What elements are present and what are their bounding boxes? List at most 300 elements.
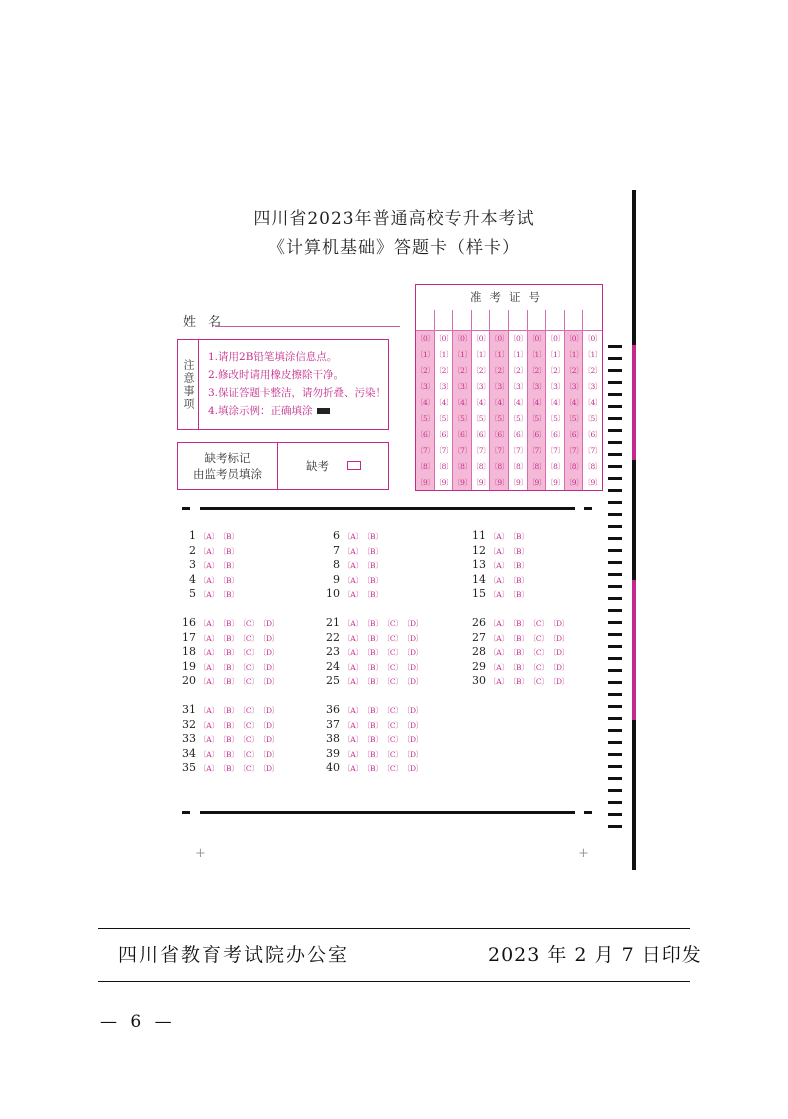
exam-id-column	[509, 310, 528, 490]
exam-id-bubble[interactable]: 〔4〕	[434, 398, 453, 407]
exam-id-bubble[interactable]: 〔7〕	[546, 446, 565, 455]
answer-bubble[interactable]: 〔C〕	[242, 619, 259, 628]
answer-bubble[interactable]: 〔D〕	[262, 677, 279, 687]
question-row	[182, 674, 283, 689]
answer-bubble[interactable]: 〔D〕	[406, 764, 423, 774]
question-row	[182, 761, 283, 776]
exam-id-write-cell[interactable]	[546, 310, 564, 331]
exam-id-bubble[interactable]: 〔8〕	[434, 462, 453, 471]
exam-id-bubble[interactable]: 〔5〕	[508, 414, 528, 423]
question-number: 37	[326, 717, 340, 731]
answer-bubble[interactable]: 〔B〕	[512, 532, 529, 541]
answer-bubble[interactable]: 〔A〕	[199, 764, 219, 774]
answer-bubble[interactable]: 〔A〕	[199, 735, 219, 745]
answer-bubble[interactable]: 〔A〕	[343, 706, 363, 715]
timing-mark	[608, 369, 622, 372]
answer-bubble[interactable]: 〔D〕	[552, 677, 569, 687]
timing-mark	[608, 405, 622, 408]
exam-id-bubble[interactable]: 〔4〕	[453, 398, 472, 407]
answer-bubble[interactable]: 〔A〕	[199, 590, 219, 600]
answer-bubble[interactable]: 〔A〕	[343, 619, 363, 628]
answer-bubble[interactable]: 〔D〕	[552, 662, 569, 672]
answer-bubble[interactable]: 〔C〕	[532, 619, 549, 628]
exam-id-bubble[interactable]: 〔0〕	[453, 334, 472, 343]
exam-id-bubble[interactable]: 〔1〕	[564, 350, 584, 359]
answer-bubble[interactable]: 〔C〕	[386, 677, 403, 687]
answer-bubble[interactable]: 〔A〕	[343, 735, 363, 745]
divider-dash	[182, 811, 190, 814]
answer-bubble[interactable]: 〔D〕	[262, 633, 279, 643]
answer-bubble[interactable]: 〔D〕	[406, 633, 423, 643]
exam-id-bubble[interactable]: 〔7〕	[416, 446, 435, 455]
exam-id-columns	[416, 310, 602, 490]
answer-bubble[interactable]: 〔B〕	[366, 677, 383, 687]
exam-id-bubble[interactable]: 〔1〕	[508, 350, 528, 359]
exam-id-bubble[interactable]: 〔7〕	[527, 446, 546, 455]
page-number: — 6 —	[100, 1012, 176, 1032]
answer-bubble[interactable]: 〔B〕	[222, 764, 239, 774]
answer-bubble[interactable]: 〔C〕	[386, 720, 403, 730]
exam-id-bubble[interactable]: 〔2〕	[527, 366, 546, 375]
footer-date: 2023 年 2 月 7 日印发	[488, 944, 702, 966]
exam-id-write-cell[interactable]	[472, 310, 490, 331]
exam-id-bubble[interactable]: 〔2〕	[564, 366, 584, 375]
answer-bubble[interactable]: 〔B〕	[512, 677, 529, 687]
question-row	[326, 573, 386, 588]
exam-id-bubble[interactable]: 〔9〕	[416, 478, 435, 487]
exam-id-bubble[interactable]: 〔6〕	[564, 430, 584, 439]
answer-bubble[interactable]: 〔D〕	[406, 720, 423, 730]
answer-bubble[interactable]: 〔D〕	[262, 720, 279, 730]
question-row	[182, 587, 242, 602]
question-row	[326, 660, 427, 675]
answer-bubble[interactable]: 〔B〕	[222, 561, 239, 571]
exam-id-bubble[interactable]: 〔3〕	[527, 382, 546, 391]
answer-group	[326, 703, 427, 776]
exam-id-bubble[interactable]: 〔7〕	[453, 446, 472, 455]
answer-bubble[interactable]: 〔A〕	[199, 662, 219, 672]
exam-id-bubble[interactable]: 〔2〕	[471, 366, 491, 375]
exam-id-bubble[interactable]: 〔1〕	[434, 350, 453, 359]
question-number: 13	[472, 558, 486, 572]
answer-bubble[interactable]: 〔B〕	[366, 532, 383, 541]
answer-bubble[interactable]: 〔C〕	[242, 633, 259, 643]
exam-id-bubble[interactable]: 〔1〕	[546, 350, 565, 359]
answer-bubble[interactable]: 〔B〕	[222, 590, 239, 600]
answer-bubble[interactable]: 〔D〕	[406, 677, 423, 687]
exam-id-bubble[interactable]: 〔3〕	[471, 382, 491, 391]
question-row	[472, 544, 532, 559]
exam-id-bubble[interactable]: 〔3〕	[583, 382, 602, 391]
answer-bubble[interactable]: 〔C〕	[242, 720, 259, 730]
timing-mark	[608, 741, 622, 744]
exam-id-write-cell[interactable]	[583, 310, 602, 331]
answer-bubble[interactable]: 〔A〕	[343, 749, 363, 759]
exam-id-bubble[interactable]: 〔8〕	[583, 462, 602, 471]
answer-bubble[interactable]: 〔B〕	[512, 590, 529, 600]
question-row	[326, 616, 427, 631]
notice-heading: 注意事项	[178, 340, 199, 429]
answer-bubble[interactable]: 〔A〕	[343, 648, 363, 658]
exam-id-bubble[interactable]: 〔4〕	[527, 398, 546, 407]
exam-id-bubble[interactable]: 〔4〕	[490, 398, 509, 407]
exam-id-bubble[interactable]: 〔8〕	[490, 462, 509, 471]
exam-id-bubble[interactable]: 〔3〕	[453, 382, 472, 391]
answer-bubble[interactable]: 〔D〕	[552, 619, 569, 628]
answer-bubble[interactable]: 〔B〕	[222, 662, 239, 672]
exam-id-bubble[interactable]: 〔5〕	[453, 414, 472, 423]
answer-bubble[interactable]: 〔D〕	[262, 735, 279, 745]
answer-bubble[interactable]: 〔A〕	[199, 575, 219, 585]
question-row	[182, 544, 242, 559]
answer-bubble[interactable]: 〔C〕	[242, 677, 259, 687]
exam-id-bubble[interactable]: 〔4〕	[564, 398, 584, 407]
answer-bubble[interactable]: 〔C〕	[242, 749, 259, 759]
answer-bubble[interactable]: 〔B〕	[512, 546, 529, 556]
exam-id-bubble[interactable]: 〔6〕	[453, 430, 472, 439]
exam-id-bubble[interactable]: 〔4〕	[546, 398, 565, 407]
exam-id-write-cell[interactable]	[565, 310, 583, 331]
answer-bubble[interactable]: 〔B〕	[366, 575, 383, 585]
answer-bubble[interactable]: 〔A〕	[489, 662, 509, 672]
absent-label-line1: 缺考标记	[204, 451, 251, 465]
answer-bubble[interactable]: 〔D〕	[406, 735, 423, 745]
answer-bubble[interactable]: 〔A〕	[489, 575, 509, 585]
notice-line-2: 2.修改时请用橡皮擦除干净。	[208, 369, 345, 381]
answer-bubble[interactable]: 〔D〕	[406, 619, 423, 628]
answer-bubble[interactable]: 〔B〕	[222, 706, 239, 715]
answer-bubble[interactable]: 〔B〕	[366, 590, 383, 600]
answer-bubble[interactable]: 〔A〕	[489, 648, 509, 658]
exam-id-bubble[interactable]: 〔7〕	[583, 446, 602, 455]
answer-bubble[interactable]: 〔A〕	[199, 749, 219, 759]
exam-id-bubble[interactable]: 〔9〕	[527, 478, 546, 487]
exam-id-bubble[interactable]: 〔3〕	[434, 382, 453, 391]
exam-id-column	[583, 310, 602, 490]
exam-id-bubble[interactable]: 〔9〕	[471, 478, 491, 487]
answer-bubble[interactable]: 〔A〕	[489, 532, 509, 541]
answer-bubble[interactable]: 〔A〕	[343, 677, 363, 687]
answer-bubble[interactable]: 〔B〕	[366, 662, 383, 672]
timing-mark	[608, 537, 622, 540]
question-number: 40	[326, 761, 340, 775]
answer-bubble[interactable]: 〔D〕	[406, 706, 423, 715]
answer-bubble[interactable]: 〔B〕	[366, 706, 383, 715]
exam-id-bubble[interactable]: 〔2〕	[453, 366, 472, 375]
timing-mark	[608, 357, 622, 360]
exam-id-bubble[interactable]: 〔9〕	[490, 478, 509, 487]
answer-bubble[interactable]: 〔B〕	[366, 749, 383, 759]
answer-bubble[interactable]: 〔A〕	[199, 677, 219, 687]
answer-bubble[interactable]: 〔B〕	[512, 575, 529, 585]
answer-bubble[interactable]: 〔C〕	[386, 749, 403, 759]
exam-id-bubble[interactable]: 〔2〕	[490, 366, 509, 375]
answer-bubble[interactable]: 〔C〕	[532, 662, 549, 672]
answer-bubble[interactable]: 〔A〕	[343, 575, 363, 585]
exam-id-bubble[interactable]: 〔6〕	[546, 430, 565, 439]
exam-id-bubble[interactable]: 〔3〕	[490, 382, 509, 391]
answer-bubble[interactable]: 〔A〕	[489, 590, 509, 600]
answer-bubble[interactable]: 〔B〕	[222, 677, 239, 687]
answer-bubble[interactable]: 〔C〕	[242, 648, 259, 658]
answer-bubble[interactable]: 〔C〕	[532, 633, 549, 643]
answer-bubble[interactable]: 〔B〕	[366, 619, 383, 628]
timing-mark	[608, 477, 622, 480]
exam-id-bubble[interactable]: 〔5〕	[416, 414, 435, 423]
exam-id-bubble[interactable]: 〔0〕	[564, 334, 584, 343]
answer-bubble[interactable]: 〔A〕	[199, 619, 219, 628]
answer-bubble[interactable]: 〔B〕	[366, 561, 383, 571]
exam-id-write-cell[interactable]	[509, 310, 527, 331]
answer-bubble[interactable]: 〔C〕	[532, 677, 549, 687]
question-row	[472, 631, 573, 646]
exam-id-write-cell[interactable]	[453, 310, 471, 331]
answer-bubble[interactable]: 〔B〕	[512, 619, 529, 628]
answer-bubble[interactable]: 〔D〕	[406, 749, 423, 759]
exam-id-bubble[interactable]: 〔1〕	[583, 350, 602, 359]
timing-mark	[608, 693, 622, 696]
question-number: 33	[182, 732, 196, 746]
answer-bubble[interactable]: 〔C〕	[242, 662, 259, 672]
answer-bubble[interactable]: 〔A〕	[489, 561, 509, 571]
exam-id-bubble[interactable]: 〔2〕	[583, 366, 602, 375]
exam-id-bubble[interactable]: 〔8〕	[508, 462, 528, 471]
answer-bubble[interactable]: 〔D〕	[262, 749, 279, 759]
exam-id-bubble[interactable]: 〔0〕	[546, 334, 565, 343]
exam-id-bubble[interactable]: 〔1〕	[527, 350, 546, 359]
question-row	[326, 732, 427, 747]
answer-bubble[interactable]: 〔D〕	[552, 648, 569, 658]
exam-id-bubble[interactable]: 〔3〕	[546, 382, 565, 391]
answer-group	[472, 529, 532, 602]
exam-id-bubble[interactable]: 〔6〕	[527, 430, 546, 439]
answer-bubble[interactable]: 〔B〕	[366, 648, 383, 658]
divider-dash	[182, 507, 190, 510]
exam-id-bubble[interactable]: 〔0〕	[471, 334, 491, 343]
exam-id-bubble[interactable]: 〔0〕	[490, 334, 509, 343]
exam-id-bubble[interactable]: 〔5〕	[527, 414, 546, 423]
exam-id-bubble[interactable]: 〔7〕	[564, 446, 584, 455]
absent-label	[178, 443, 278, 489]
answer-bubble[interactable]: 〔D〕	[262, 764, 279, 774]
exam-id-bubble[interactable]: 〔0〕	[416, 334, 435, 343]
notice-lines	[208, 348, 386, 420]
timing-mark	[608, 813, 622, 816]
exam-id-bubble[interactable]: 〔1〕	[453, 350, 472, 359]
answer-bubble[interactable]: 〔D〕	[406, 648, 423, 658]
exam-id-bubble[interactable]: 〔1〕	[471, 350, 491, 359]
exam-id-bubble[interactable]: 〔9〕	[583, 478, 602, 487]
answer-group	[326, 616, 427, 689]
name-field[interactable]	[215, 326, 400, 327]
exam-id-bubble[interactable]: 〔9〕	[546, 478, 565, 487]
answer-bubble[interactable]: 〔C〕	[242, 764, 259, 774]
question-number: 2	[189, 543, 196, 557]
answer-bubble[interactable]: 〔D〕	[262, 648, 279, 658]
exam-id-bubble[interactable]: 〔0〕	[508, 334, 528, 343]
answer-bubble[interactable]: 〔B〕	[512, 662, 529, 672]
exam-id-bubble[interactable]: 〔6〕	[416, 430, 435, 439]
answer-bubble[interactable]: 〔A〕	[343, 532, 363, 541]
exam-id-column	[453, 310, 472, 490]
exam-id-bubble[interactable]: 〔8〕	[546, 462, 565, 471]
answer-bubble[interactable]: 〔B〕	[222, 546, 239, 556]
answer-bubble[interactable]: 〔C〕	[386, 706, 403, 715]
question-row	[182, 660, 283, 675]
exam-id-bubble[interactable]: 〔7〕	[434, 446, 453, 455]
exam-id-bubble[interactable]: 〔2〕	[546, 366, 565, 375]
answer-bubble[interactable]: 〔B〕	[366, 720, 383, 730]
exam-id-bubble[interactable]: 〔1〕	[490, 350, 509, 359]
question-number: 7	[333, 543, 340, 557]
exam-id-bubble[interactable]: 〔3〕	[564, 382, 584, 391]
exam-id-bubble[interactable]: 〔8〕	[564, 462, 584, 471]
timing-mark	[608, 345, 622, 348]
answer-bubble[interactable]: 〔D〕	[262, 706, 279, 715]
exam-id-bubble[interactable]: 〔3〕	[416, 382, 435, 391]
exam-id-bubble[interactable]: 〔0〕	[434, 334, 453, 343]
answer-bubble[interactable]: 〔B〕	[366, 735, 383, 745]
answer-bubble[interactable]: 〔A〕	[199, 720, 219, 730]
question-row	[326, 703, 427, 718]
answer-bubble[interactable]: 〔A〕	[343, 720, 363, 730]
question-number: 30	[472, 674, 486, 688]
answer-bubble[interactable]: 〔B〕	[222, 575, 239, 585]
exam-id-bubble[interactable]: 〔6〕	[508, 430, 528, 439]
footer-rule-top	[98, 928, 690, 929]
answer-bubble[interactable]: 〔A〕	[489, 546, 509, 556]
exam-id-bubble[interactable]: 〔8〕	[527, 462, 546, 471]
answer-bubble[interactable]: 〔C〕	[386, 633, 403, 643]
exam-id-bubble[interactable]: 〔9〕	[508, 478, 528, 487]
answer-bubble[interactable]: 〔A〕	[199, 633, 219, 643]
answer-bubble[interactable]: 〔B〕	[366, 633, 383, 643]
answer-bubble[interactable]: 〔B〕	[222, 720, 239, 730]
name-label: 姓 名	[183, 315, 226, 330]
question-row	[472, 587, 532, 602]
exam-id-bubble[interactable]: 〔9〕	[453, 478, 472, 487]
answer-bubble[interactable]: 〔A〕	[343, 662, 363, 672]
exam-id-bubble[interactable]: 〔2〕	[416, 366, 435, 375]
answer-bubble[interactable]: 〔C〕	[532, 648, 549, 658]
exam-id-bubble[interactable]: 〔2〕	[434, 366, 453, 375]
exam-id-bubble[interactable]: 〔6〕	[434, 430, 453, 439]
answer-bubble[interactable]: 〔B〕	[222, 532, 239, 541]
answer-bubble[interactable]: 〔A〕	[343, 764, 363, 774]
exam-id-bubble[interactable]: 〔5〕	[490, 414, 509, 423]
question-row	[326, 529, 386, 544]
answer-bubble[interactable]: 〔D〕	[552, 633, 569, 643]
answer-bubble[interactable]: 〔A〕	[489, 619, 509, 628]
answer-bubble[interactable]: 〔B〕	[222, 735, 239, 745]
answer-bubble[interactable]: 〔C〕	[386, 662, 403, 672]
exam-id-bubble[interactable]: 〔6〕	[490, 430, 509, 439]
exam-id-bubble[interactable]: 〔4〕	[583, 398, 602, 407]
exam-id-column	[416, 310, 435, 490]
exam-id-write-cell[interactable]	[528, 310, 546, 331]
exam-id-bubble[interactable]: 〔5〕	[564, 414, 584, 423]
answer-bubble[interactable]: 〔C〕	[242, 735, 259, 745]
exam-id-bubble[interactable]: 〔5〕	[471, 414, 491, 423]
answer-bubble[interactable]: 〔B〕	[222, 648, 239, 658]
registration-cross-icon: +	[578, 846, 589, 861]
answer-bubble[interactable]: 〔C〕	[242, 706, 259, 715]
exam-id-write-cell[interactable]	[416, 310, 434, 331]
question-number: 34	[182, 746, 196, 760]
question-row	[472, 529, 532, 544]
answer-bubble[interactable]: 〔A〕	[343, 590, 363, 600]
exam-id-bubble[interactable]: 〔8〕	[471, 462, 491, 471]
answer-bubble[interactable]: 〔A〕	[489, 677, 509, 687]
question-row	[326, 645, 427, 660]
exam-id-bubble[interactable]: 〔6〕	[583, 430, 602, 439]
exam-id-bubble[interactable]: 〔2〕	[508, 366, 528, 375]
answer-bubble[interactable]: 〔C〕	[386, 619, 403, 628]
answer-bubble[interactable]: 〔D〕	[262, 619, 279, 628]
answer-bubble[interactable]: 〔A〕	[199, 532, 219, 541]
exam-id-bubble[interactable]: 〔5〕	[434, 414, 453, 423]
exam-id-bubble[interactable]: 〔4〕	[416, 398, 435, 407]
registration-cross-icon: +	[195, 846, 206, 861]
question-number: 38	[326, 732, 340, 746]
answer-bubble[interactable]: 〔A〕	[343, 633, 363, 643]
answer-bubble[interactable]: 〔A〕	[199, 546, 219, 556]
answer-bubble[interactable]: 〔A〕	[199, 561, 219, 571]
answer-bubble[interactable]: 〔A〕	[199, 648, 219, 658]
answer-bubble[interactable]: 〔A〕	[343, 546, 363, 556]
answer-bubble[interactable]: 〔C〕	[386, 764, 403, 774]
answer-bubble[interactable]: 〔B〕	[366, 546, 383, 556]
answer-bubble[interactable]: 〔B〕	[512, 648, 529, 658]
answer-bubble[interactable]: 〔C〕	[386, 648, 403, 658]
exam-id-bubble[interactable]: 〔4〕	[508, 398, 528, 407]
answer-bubble[interactable]: 〔B〕	[222, 633, 239, 643]
answer-bubble[interactable]: 〔A〕	[343, 561, 363, 571]
exam-id-bubble[interactable]: 〔4〕	[471, 398, 491, 407]
answer-bubble[interactable]: 〔D〕	[262, 662, 279, 672]
exam-id-bubble[interactable]: 〔8〕	[453, 462, 472, 471]
exam-id-bubble[interactable]: 〔5〕	[546, 414, 565, 423]
answer-bubble[interactable]: 〔B〕	[512, 633, 529, 643]
exam-id-write-cell[interactable]	[490, 310, 508, 331]
answer-bubble[interactable]: 〔B〕	[366, 764, 383, 774]
answer-bubble[interactable]: 〔A〕	[489, 633, 509, 643]
exam-id-bubble[interactable]: 〔9〕	[564, 478, 584, 487]
exam-id-bubble[interactable]: 〔5〕	[583, 414, 602, 423]
exam-id-bubble[interactable]: 〔7〕	[471, 446, 491, 455]
exam-id-bubble[interactable]: 〔3〕	[508, 382, 528, 391]
exam-id-bubble[interactable]: 〔7〕	[508, 446, 528, 455]
exam-id-bubble[interactable]: 〔0〕	[527, 334, 546, 343]
exam-id-bubble[interactable]: 〔7〕	[490, 446, 509, 455]
answer-bubble[interactable]: 〔C〕	[386, 735, 403, 745]
exam-id-bubble[interactable]: 〔1〕	[416, 350, 435, 359]
answer-bubble[interactable]: 〔B〕	[512, 561, 529, 571]
exam-id-write-cell[interactable]	[435, 310, 453, 331]
exam-id-bubble[interactable]: 〔0〕	[583, 334, 602, 343]
answer-bubble[interactable]: 〔B〕	[222, 619, 239, 628]
exam-id-bubble[interactable]: 〔8〕	[416, 462, 435, 471]
question-row	[472, 616, 573, 631]
fill-example-swatch	[317, 408, 330, 414]
answer-bubble[interactable]: 〔D〕	[406, 662, 423, 672]
exam-id-bubble[interactable]: 〔6〕	[471, 430, 491, 439]
answer-bubble[interactable]: 〔A〕	[199, 706, 219, 715]
answer-bubble[interactable]: 〔B〕	[222, 749, 239, 759]
exam-id-bubble[interactable]: 〔9〕	[434, 478, 453, 487]
absent-mark-box[interactable]	[347, 461, 361, 470]
footer-rule-bottom	[98, 981, 690, 982]
